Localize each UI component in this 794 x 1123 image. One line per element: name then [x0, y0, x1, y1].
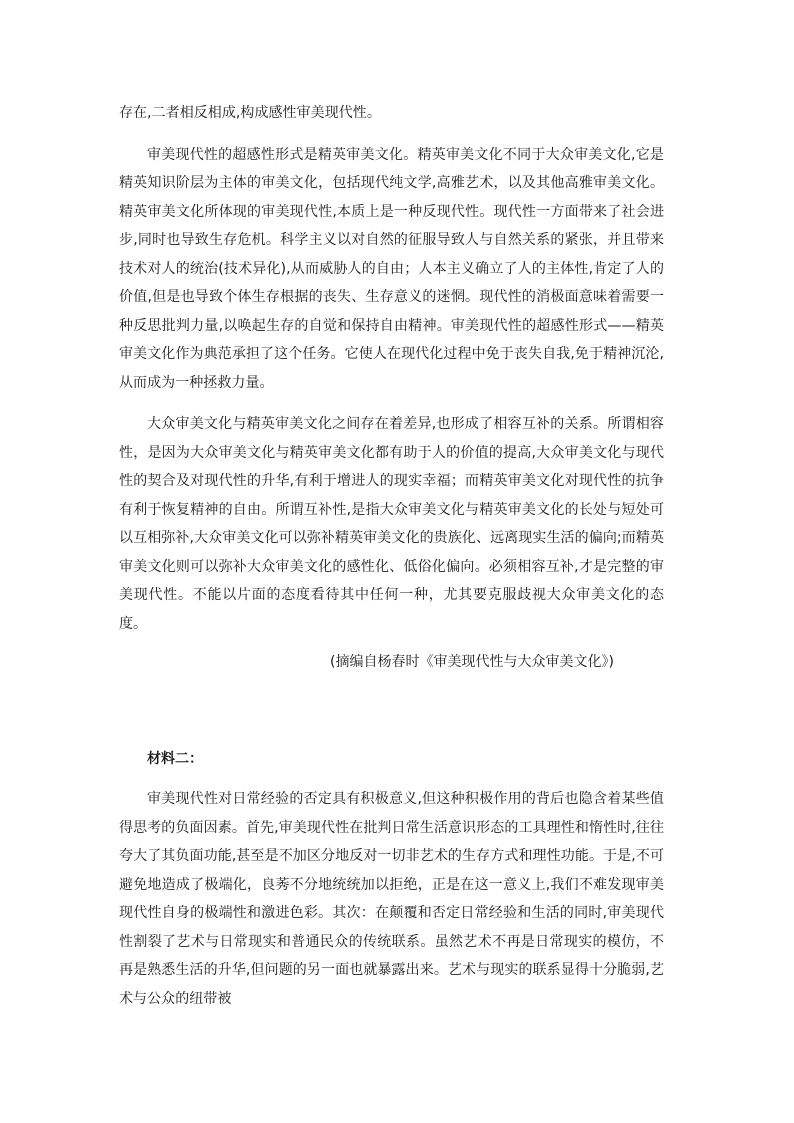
- document-page: [119, 99, 664, 1013]
- paragraph-complementarity: 大众审美文化与精英审美文化之间存在着差异,也形成了相容互补的关系。所谓相容性，是因为大众审美文化与精英审美文化都有助于人的价值的提高,大众审美文化与现代性的契合及对现代性的升华,有利于增进人的现实幸福；而精英审美文化对现代性的抗争有利于恢复精神的自由。所谓互补性,是指大众审美文化与精英审美文化的长处与短处可以互相弥补,大众审美文化可以弥补精英审美文化的贵族化、远离现实生活的偏向;而精英审美文化则可以弥补大众审美文化的感性化、低俗化偏向。必须相容互补,才是完整的审美现代性。不能以片面的态度看待其中任何一种，尤其要克服歧视大众审美文化的态度。: [119, 416, 664, 632]
- paragraph-elite-culture: 审美现代性的超感性形式是精英审美文化。精英审美文化不同于大众审美文化,它是精英知识阶层为主体的审美文化，包括现代纯文学,高雅艺术，以及其他高雅审美文化。精英审美文化所体现的审美现代性,本质上是一种反现代性。现代性一方面带来了社会进步,同时也导致生存危机。科学主义以对自然的征服导致人与自然关系的紧张，并且带来技术对人的统治(技术异化),从而威胁人的自由；人本主义确立了人的主体性,肯定了人的价值,但是也导致个体生存根据的丧失、生存意义的迷惘。现代性的消极面意味着需要一种反思批判力量,以唤起生存的自觉和保持自由精神。审美现代性的超感性形式——精英审美文化作为典范承担了这个任务。它使人在现代化过程中免于丧失自我,免于精神沉沦,从而成为一种拯救力量。: [119, 146, 664, 391]
- source-citation: (摘编自杨春时《审美现代性与大众审美文化》): [330, 654, 614, 670]
- paragraph-material-two: 审美现代性对日常经验的否定具有积极意义,但这种积极作用的背后也隐含着某些值得思考的负面因素。首先,审美现代性在批判日常生活意识形态的工具理性和惰性时,往往夸大了其负面功能,甚至是不加区分地反对一切非艺术的生存方式和理性功能。于是,不可避免地造成了极端化，良莠不分地统统加以拒绝，正是在这一意义上,我们不难发现审美现代性自身的极端性和激进色彩。其次：在颠覆和否定日常经验和生活的同时,审美现代性割裂了艺术与日常现实和普通民众的传统联系。虽然艺术不再是日常现实的模仿，不再是熟悉生活的升华,但问题的另一面也就暴露出来。艺术与现实的联系显得十分脆弱,艺术与公众的纽带被: [119, 791, 664, 1007]
- section-heading: 材料二：: [147, 750, 203, 767]
- paragraph-continuation: 存在,二者相反相成,构成感性审美现代性。: [119, 105, 381, 121]
